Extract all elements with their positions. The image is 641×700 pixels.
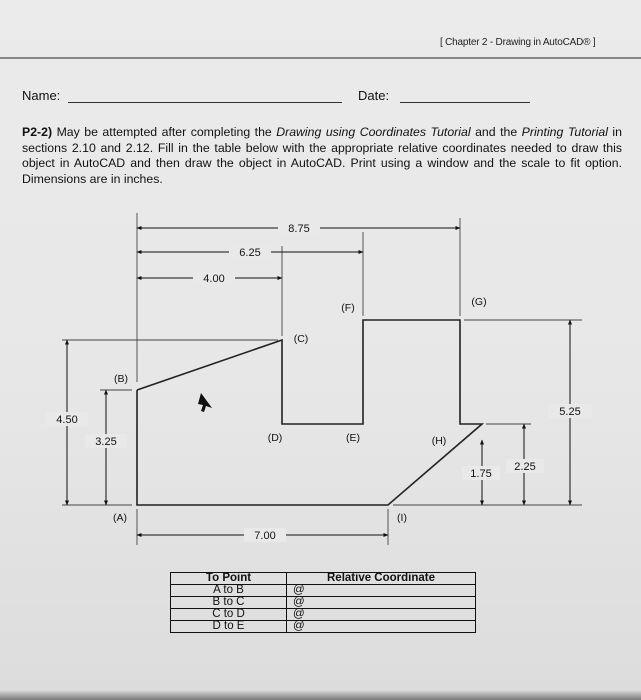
tutorial-name-2: Printing Tutorial <box>521 125 608 139</box>
table-cell-coordinate[interactable]: @ <box>287 609 476 621</box>
problem-text-2: and the <box>470 125 522 139</box>
table-row <box>171 585 476 597</box>
dim-label-525: 5.25 <box>559 406 581 418</box>
table-cell-coordinate[interactable]: @ <box>287 597 476 609</box>
chapter-header: [ Chapter 2 - Drawing in AutoCAD® ] <box>440 37 596 48</box>
problem-text-3: in sections 2.10 and 2.12. Fill in the table below with the appropriate relative coordinates needed to draw this object in AutoCAD and then draw the object in AutoCAD. Print using a window and the scale to fit option. Dimensions are in inches. <box>22 125 622 186</box>
point-label-i: (I) <box>397 512 407 524</box>
point-label-b: (B) <box>114 373 128 385</box>
problem-text-1: May be attempted after completing the <box>56 125 277 139</box>
problem-id: P2-2) <box>22 125 53 139</box>
dim-label-325: 3.25 <box>95 436 117 448</box>
col-header-relative-coordinate: Relative Coordinate <box>287 573 476 585</box>
date-label: Date: <box>358 88 390 103</box>
point-label-e: (E) <box>346 432 360 444</box>
dim-label-625: 6.25 <box>239 247 261 259</box>
dim-label-875: 8.75 <box>288 223 310 235</box>
dim-label-225: 2.25 <box>514 461 536 473</box>
table-cell-coordinate[interactable]: @ <box>287 585 476 597</box>
table-cell-coordinate[interactable]: @ <box>287 621 476 633</box>
tutorial-name-1: Drawing using Coordinates Tutorial <box>276 125 471 139</box>
point-label-d: (D) <box>267 432 283 444</box>
table-cell-from-to: A to B <box>171 585 287 597</box>
point-label-a: (A) <box>113 512 127 524</box>
arrow-cursor-icon <box>198 393 212 412</box>
col-header-to-point: To Point <box>171 573 287 585</box>
table-row <box>171 597 476 609</box>
point-label-g: (G) <box>471 296 487 308</box>
table-cell-from-to: D to E <box>171 621 287 633</box>
point-label-c: (C) <box>293 333 309 345</box>
table-cell-from-to: B to C <box>171 597 287 609</box>
dim-label-700: 7.00 <box>254 530 276 542</box>
dim-label-400: 4.00 <box>203 273 225 285</box>
table-row <box>171 609 476 621</box>
point-label-h: (H) <box>431 435 447 447</box>
object-outline <box>137 320 482 505</box>
name-label: Name: <box>22 88 61 103</box>
dim-label-450: 4.50 <box>56 414 78 426</box>
relative-coordinate-table <box>170 572 476 633</box>
page-bottom-shadow <box>0 690 641 700</box>
table-row <box>171 621 476 633</box>
table-cell-from-to: C to D <box>171 609 287 621</box>
point-label-f: (F) <box>341 302 355 314</box>
dim-label-175: 1.75 <box>470 468 492 480</box>
